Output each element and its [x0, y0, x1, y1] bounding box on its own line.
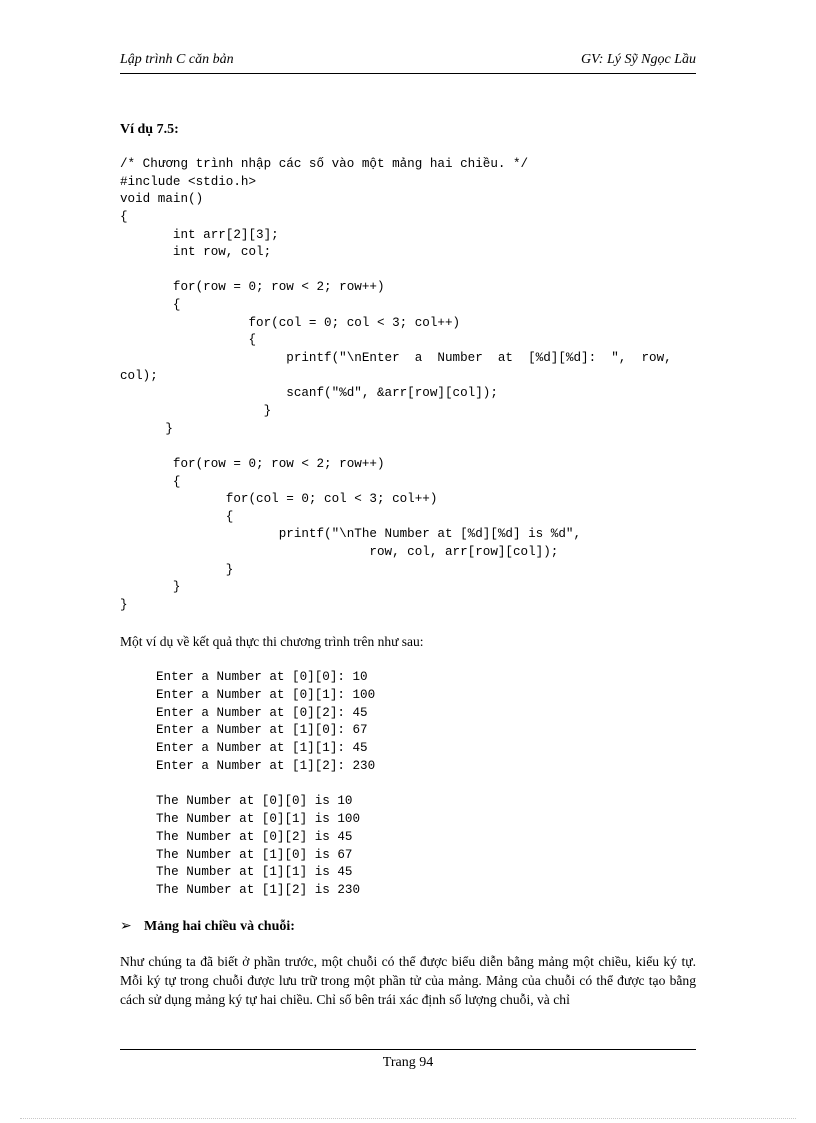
header-course-title: Lập trình C căn bản — [120, 52, 234, 67]
code-line: /* Chương trình nhập các số vào một mảng hai chiều. */ — [120, 157, 529, 171]
output-line: The Number at [1][1] is 45 — [156, 865, 353, 880]
code-line: } — [120, 403, 272, 418]
code-line: for(col = 0; col < 3; col++) — [120, 315, 461, 330]
code-line: int arr[2][3]; — [120, 227, 279, 242]
output-line: The Number at [0][2] is 45 — [156, 829, 353, 844]
output-line: The Number at [1][0] is 67 — [156, 847, 353, 862]
body-paragraph: Như chúng ta đã biết ở phần trước, một chuỗi có thể được biểu diễn bằng mảng một chiều, kiểu ký tự. Mỗi ký tự trong chuỗi được lưu trữ trong một phần tử của mảng. Mảng của chuỗi có thể được tạo bằng cách sử dụng mảng ký tự hai chiều. Chỉ số bên trái xác định số lượng chuỗi, và chỉ — [120, 954, 696, 1007]
code-line: } — [120, 598, 128, 613]
header-divider — [120, 73, 696, 74]
code-line: printf("\nEnter a Number at [%d][%d]: ", row, — [120, 351, 672, 366]
output-line: Enter a Number at [0][2]: 45 — [156, 705, 368, 720]
output-line: The Number at [1][2] is 230 — [156, 883, 361, 897]
result-intro-text: Một ví dụ về kết quả thực thi chương trình trên như sau: — [120, 634, 424, 649]
page-number: Trang 94 — [382, 1055, 434, 1070]
header-author: GV: Lý Sỹ Ngọc Lầu — [581, 52, 696, 67]
output-line: Enter a Number at [0][1]: 100 — [156, 687, 376, 702]
code-line: { — [120, 333, 257, 348]
output-line — [156, 776, 375, 794]
code-block — [120, 156, 672, 615]
output-line: Enter a Number at [1][1]: 45 — [156, 741, 368, 755]
section-heading-text: Mảng hai chiều và chuỗi: — [144, 919, 295, 934]
program-output-block — [156, 669, 375, 900]
example-title: Ví dụ 7.5: — [120, 122, 179, 137]
output-line: The Number at [0][1] is 100 — [156, 812, 361, 826]
arrow-bullet-icon: ➢ — [120, 919, 132, 934]
code-line: void main() — [120, 192, 204, 207]
code-line: printf("\nThe Number at [%d][%d] is %d", — [120, 527, 582, 542]
code-line: { — [120, 209, 128, 224]
code-line: row, col, arr[row][col]); — [120, 545, 559, 560]
code-line: for(row = 0; row < 2; row++) — [120, 280, 385, 295]
output-line: Enter a Number at [1][2]: 230 — [156, 758, 376, 773]
output-line: The Number at [0][0] is 10 — [156, 794, 353, 809]
code-line: { — [120, 298, 181, 313]
code-line — [120, 438, 672, 456]
code-line: col); — [120, 368, 158, 383]
code-line: } — [120, 421, 173, 436]
section-heading — [120, 918, 295, 935]
code-line: { — [120, 509, 234, 524]
code-line: } — [120, 562, 234, 577]
code-line: for(row = 0; row < 2; row++) — [120, 456, 385, 471]
code-line: scanf("%d", &arr[row][col]); — [120, 386, 498, 401]
footer-divider — [120, 1049, 696, 1050]
code-line — [120, 262, 672, 280]
output-line: Enter a Number at [1][0]: 67 — [156, 723, 368, 738]
code-line: } — [120, 580, 181, 595]
code-line: for(col = 0; col < 3; col++) — [120, 492, 438, 507]
code-line: { — [120, 474, 181, 489]
code-line: #include <stdio.h> — [120, 174, 257, 189]
output-line: Enter a Number at [0][0]: 10 — [156, 670, 368, 684]
page-edge-divider — [20, 1118, 796, 1119]
code-line: int row, col; — [120, 245, 272, 260]
